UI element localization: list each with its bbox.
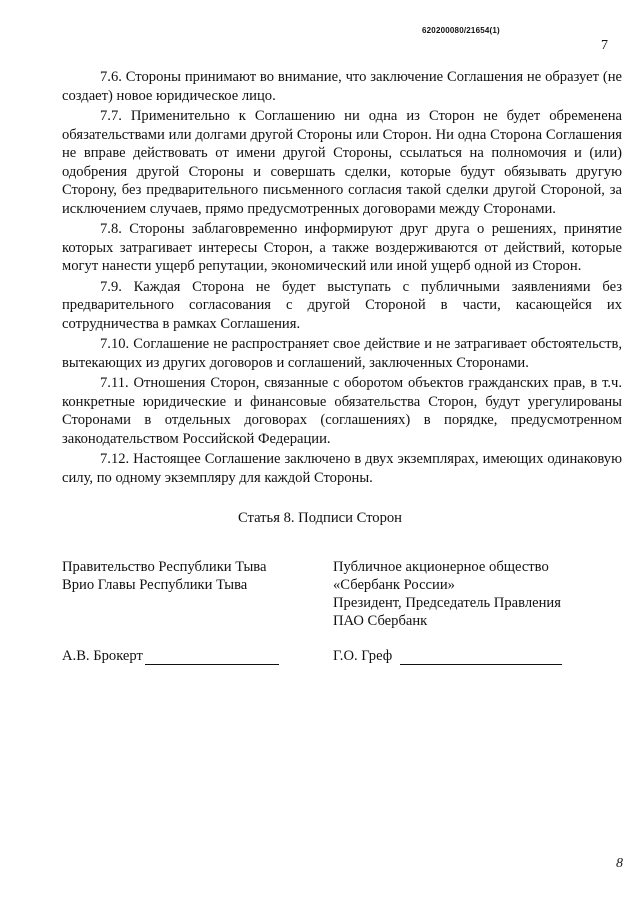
corner-page-mark: 8 [616, 856, 623, 871]
signature-right [333, 648, 562, 665]
party-right-org-name: «Сбербанк России» [333, 577, 455, 593]
party-right-position: Президент, Председатель Правления [333, 595, 561, 611]
agreement-body [62, 68, 622, 489]
party-left-org: Правительство Республики Тыва [62, 559, 267, 575]
party-left-block [62, 558, 312, 594]
paragraph-7-10: 7.10. Соглашение не распространяет свое действие и не затрагивает обстоятельств, вытекающих из других договоров и соглашений, заключенных Сторонами. [62, 336, 622, 371]
party-right-org-short: ПАО Сбербанк [333, 613, 428, 629]
paragraph-7-8: 7.8. Стороны заблаговременно информируют друг друга о решениях, принятие которых затрагивает интересы Сторон, а также воздерживаются от действий, которые могут нанести ущерб репутации, экономический или иной ущерб одной из Сторон. [62, 221, 622, 274]
party-right-org: Публичное акционерное общество [333, 559, 549, 575]
signature-line-right [400, 650, 562, 665]
signatory-left-name: А.В. Брокерт [62, 648, 143, 664]
section-title: Статья 8. Подписи Сторон [237, 510, 402, 526]
page-number: 7 [601, 38, 608, 53]
paragraph-7-12: 7.12. Настоящее Соглашение заключено в двух экземплярах, имеющих одинаковую силу, по одному экземпляру для каждой Стороны. [62, 451, 622, 486]
party-left-position: Врио Главы Республики Тыва [62, 577, 248, 593]
paragraph-7-9: 7.9. Каждая Сторона не будет выступать с публичными заявлениями без предварительного согласования с другой Стороной в части, касающейся их сотрудничества в рамках Соглашения. [62, 278, 622, 332]
paragraph-7-11: 7.11. Отношения Сторон, связанные с оборотом объектов гражданских прав, в т.ч. конкретные юридические и финансовые обязательства Сторон, будут урегулированы Сторонами в отдельных договорах (соглашениях) в порядке, предусмотренном законодательством Российской Федерации. [62, 375, 622, 447]
paragraph-7-6: 7.6. Стороны принимают во внимание, что заключение Соглашения не образует (не создает) новое юридическое лицо. [62, 69, 622, 104]
signature-left [62, 648, 279, 665]
signatory-right-name: Г.О. Греф [333, 648, 393, 664]
signature-line-left [145, 650, 279, 665]
party-right-block [333, 558, 623, 630]
paragraph-7-7: 7.7. Применительно к Соглашению ни одна из Сторон не будет обременена обязательствами или долгами другой Стороны или Сторон. Ни одна Сторона Соглашения не вправе действовать от имени другой Стороны, ссылаться на полномочия и (или) одобрения другой Стороны и совершать сделки, которые будут обязывать другую Сторону, без предварительного письменного согласия такой сделки другой Стороной, за исключением случаев, прямо предусмотренных договорами между Сторонами. [62, 108, 622, 217]
document-id: 620200080/21654(1) [422, 26, 500, 35]
